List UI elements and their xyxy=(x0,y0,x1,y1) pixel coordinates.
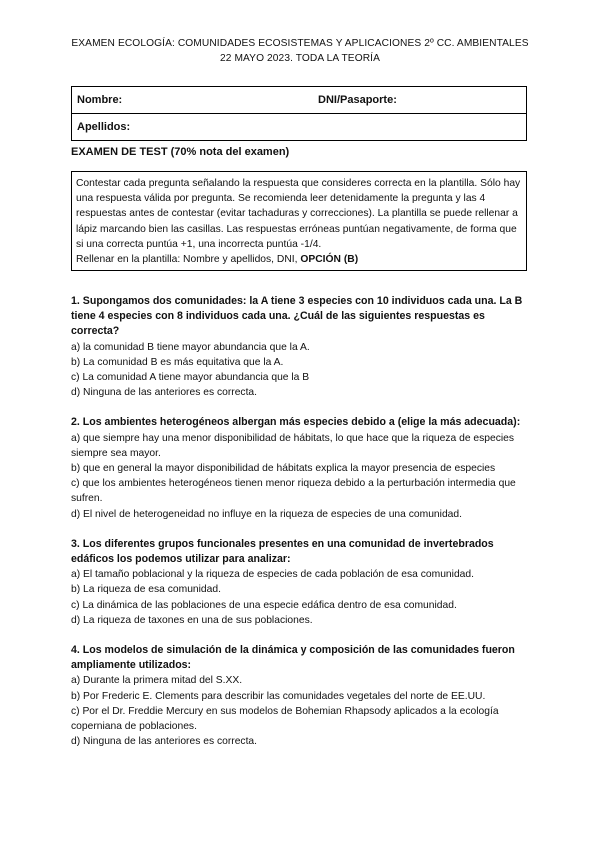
question-text: 3. Los diferentes grupos funcionales presentes en una comunidad de invertebrados edáficos los podemos utilizar para analizar: xyxy=(71,537,494,566)
name-row xyxy=(72,87,526,113)
instructions-box xyxy=(71,171,527,271)
answer-option-b: b) La comunidad B es más equitativa que la A. xyxy=(71,356,284,368)
answer-option-c: c) Por el Dr. Freddie Mercury en sus modelos de Bohemian Rhapsody aplicados a la ecología coperniana de poblaciones. xyxy=(71,705,499,733)
answer-option-a: a) El tamaño poblacional y la riqueza de especies de cada población de esa comunidad. xyxy=(71,569,474,581)
answer-option-d: d) El nivel de heterogeneidad no influye en la riqueza de especies de una comunidad. xyxy=(71,508,462,520)
question-2 xyxy=(71,415,531,521)
exam-title: EXAMEN ECOLOGÍA: COMUNIDADES ECOSISTEMAS Y APLICACIONES 2º CC. AMBIENTALES xyxy=(71,38,529,49)
section-title: EXAMEN DE TEST (70% nota del examen) xyxy=(71,146,290,158)
answer-option-c: c) La comunidad A tiene mayor abundancia que la B xyxy=(71,372,310,384)
question-text: 1. Supongamos dos comunidades: la A tiene 3 especies con 10 individuos cada una. La B tiene 4 especies con 8 individuos cada una. ¿Cuál de las siguientes respuestas es correcta? xyxy=(71,295,523,338)
answer-option-c: c) La dinámica de las poblaciones de una especie edáfica dentro de esa comunidad. xyxy=(71,599,457,611)
answer-option-d: d) La riqueza de taxones en una de sus poblaciones. xyxy=(71,614,313,626)
question-4 xyxy=(71,643,531,749)
answer-option-b: b) Por Frederic E. Clements para describir las comunidades vegetales del norte de EE.UU. xyxy=(71,690,486,702)
question-list xyxy=(71,294,531,764)
instructions-fill-line xyxy=(76,252,522,267)
answer-option-b: b) que en general la mayor disponibilidad de hábitats explica la mayor presencia de especies xyxy=(71,463,496,475)
answer-option-a: a) Durante la primera mitad del S.XX. xyxy=(71,675,243,687)
answer-option-a: a) la comunidad B tiene mayor abundancia que la A. xyxy=(71,341,310,353)
instructions-paragraph: Contestar cada pregunta señalando la respuesta que consideres correcta en la plantilla. Sólo hay una respuesta válida por pregunta. Se recomienda leer detenidamente la pregunta y las 4 respuestas antes de contestar (evitar tachaduras y correcciones). La plantilla se puede rellenar a lápiz marcando bien las casillas. Las respuestas erróneas puntúan negativamente, de forma que si una correcta puntúa +1, una incorrecta puntúa -1/4. xyxy=(76,178,521,250)
option-label: OPCIÓN (B) xyxy=(300,254,359,266)
exam-date: 22 MAYO 2023. TODA LA TEORÍA xyxy=(219,53,381,64)
name-label: Nombre: xyxy=(77,94,123,106)
answer-option-d: d) Ninguna de las anteriores es correcta. xyxy=(71,387,258,399)
exam-header xyxy=(40,36,560,66)
answer-option-c: c) que los ambientes heterogéneos tienen menor riqueza debido a la perturbación intermedia que sufren. xyxy=(71,478,516,505)
answer-option-d: d) Ninguna de las anteriores es correcta. xyxy=(71,736,258,748)
fill-line-text: Rellenar en la plantilla: Nombre y apellidos, DNI, xyxy=(76,254,301,266)
question-3 xyxy=(71,537,531,628)
question-1 xyxy=(71,294,531,400)
dni-label: DNI/Pasaporte: xyxy=(318,94,397,106)
question-text: 4. Los modelos de simulación de la dinámica y composición de las comunidades fueron ampliamente utilizados: xyxy=(71,644,515,672)
student-info-table xyxy=(71,86,527,141)
surname-row xyxy=(72,113,526,140)
answer-option-b: b) La riqueza de esa comunidad. xyxy=(71,584,221,596)
answer-option-a: a) que siempre hay una menor disponibilidad de hábitats, lo que hace que la riqueza de especies siempre sea mayor. xyxy=(71,432,515,459)
surname-label: Apellidos: xyxy=(77,121,131,133)
question-text: 2. Los ambientes heterogéneos albergan más especies debido a (elige la más adecuada): xyxy=(71,416,521,429)
